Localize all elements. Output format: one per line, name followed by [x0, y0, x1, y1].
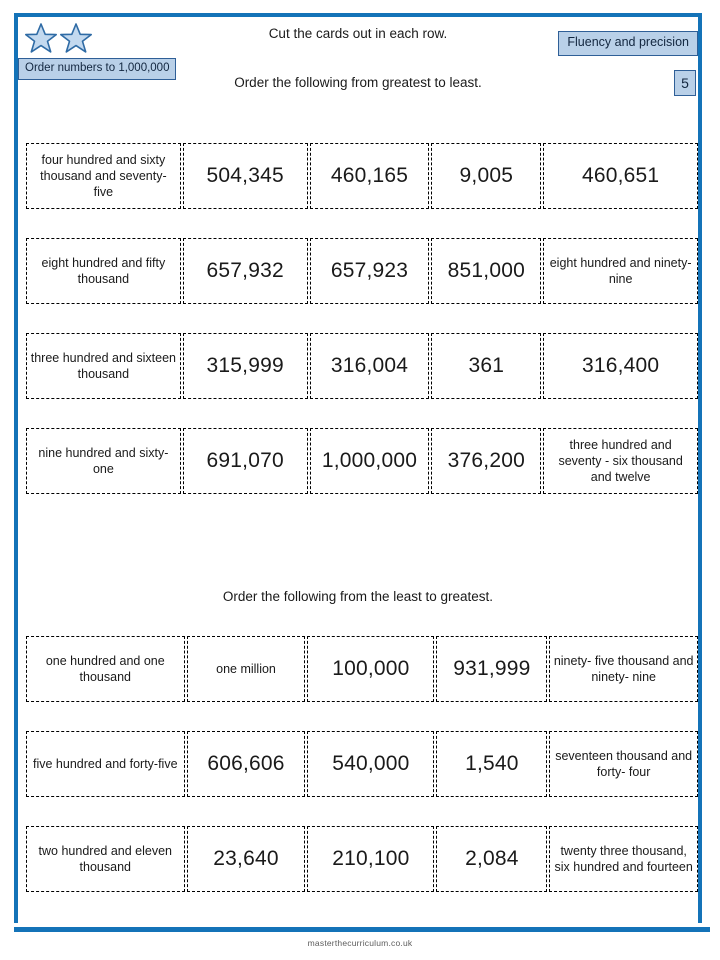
number-card[interactable]: 657,932	[183, 238, 308, 304]
strand-badge: Fluency and precision	[558, 31, 698, 56]
card-row	[26, 333, 698, 399]
instruction-greatest-to-least: Order the following from greatest to least.	[234, 75, 482, 90]
number-card[interactable]: 2,084	[436, 826, 547, 892]
number-card[interactable]: 504,345	[183, 143, 308, 209]
word-card[interactable]: seventeen thousand and forty- four	[549, 731, 698, 797]
number-card[interactable]: 691,070	[183, 428, 308, 494]
word-card[interactable]: one million	[187, 636, 306, 702]
card-row	[26, 428, 698, 494]
card-row	[26, 143, 698, 209]
number-card[interactable]: 540,000	[307, 731, 434, 797]
word-card[interactable]: three hundred and seventy - six thousand and twelve	[543, 428, 698, 494]
number-card[interactable]: 361	[431, 333, 541, 399]
word-card[interactable]: five hundred and forty-five	[26, 731, 185, 797]
number-card[interactable]: 316,400	[543, 333, 698, 399]
word-card[interactable]: three hundred and sixteen thousand	[26, 333, 181, 399]
objective-badge: Order numbers to 1,000,000	[18, 58, 176, 80]
number-card[interactable]: 1,540	[436, 731, 547, 797]
number-card[interactable]: 657,923	[310, 238, 430, 304]
number-card[interactable]: 851,000	[431, 238, 541, 304]
number-card[interactable]: 316,004	[310, 333, 430, 399]
card-row	[26, 238, 698, 304]
card-row	[26, 731, 698, 797]
instruction-least-to-greatest: Order the following from the least to greatest.	[222, 589, 494, 604]
word-card[interactable]: eight hundred and ninety-nine	[543, 238, 698, 304]
page-bottom-rule	[14, 927, 710, 932]
number-card[interactable]: 23,640	[187, 826, 306, 892]
footer-site: masterthecurriculum.co.uk	[307, 938, 413, 948]
number-card[interactable]: 460,165	[310, 143, 430, 209]
number-card[interactable]: 1,000,000	[310, 428, 430, 494]
number-card[interactable]: 315,999	[183, 333, 308, 399]
word-card[interactable]: eight hundred and fifty thousand	[26, 238, 181, 304]
number-card[interactable]: 376,200	[431, 428, 541, 494]
worksheet-header	[18, 17, 698, 122]
card-rows-section-one	[26, 143, 698, 523]
cut-instruction: Cut the cards out in each row.	[268, 26, 448, 41]
card-row	[26, 826, 698, 892]
card-rows-section-two	[26, 636, 698, 921]
word-card[interactable]: nine hundred and sixty- one	[26, 428, 181, 494]
word-card[interactable]: ninety- five thousand and ninety- nine	[549, 636, 698, 702]
number-card[interactable]: 210,100	[307, 826, 434, 892]
number-card[interactable]: 606,606	[187, 731, 306, 797]
worksheet-page	[14, 13, 702, 923]
number-card[interactable]: 931,999	[436, 636, 547, 702]
year-badge: 5	[674, 70, 696, 96]
word-card[interactable]: four hundred and sixty thousand and seventy- five	[26, 143, 181, 209]
number-card[interactable]: 100,000	[307, 636, 434, 702]
number-card[interactable]: 9,005	[431, 143, 541, 209]
number-card[interactable]: 460,651	[543, 143, 698, 209]
card-row	[26, 636, 698, 702]
word-card[interactable]: two hundred and eleven thousand	[26, 826, 185, 892]
word-card[interactable]: twenty three thousand, six hundred and fourteen	[549, 826, 698, 892]
word-card[interactable]: one hundred and one thousand	[26, 636, 185, 702]
